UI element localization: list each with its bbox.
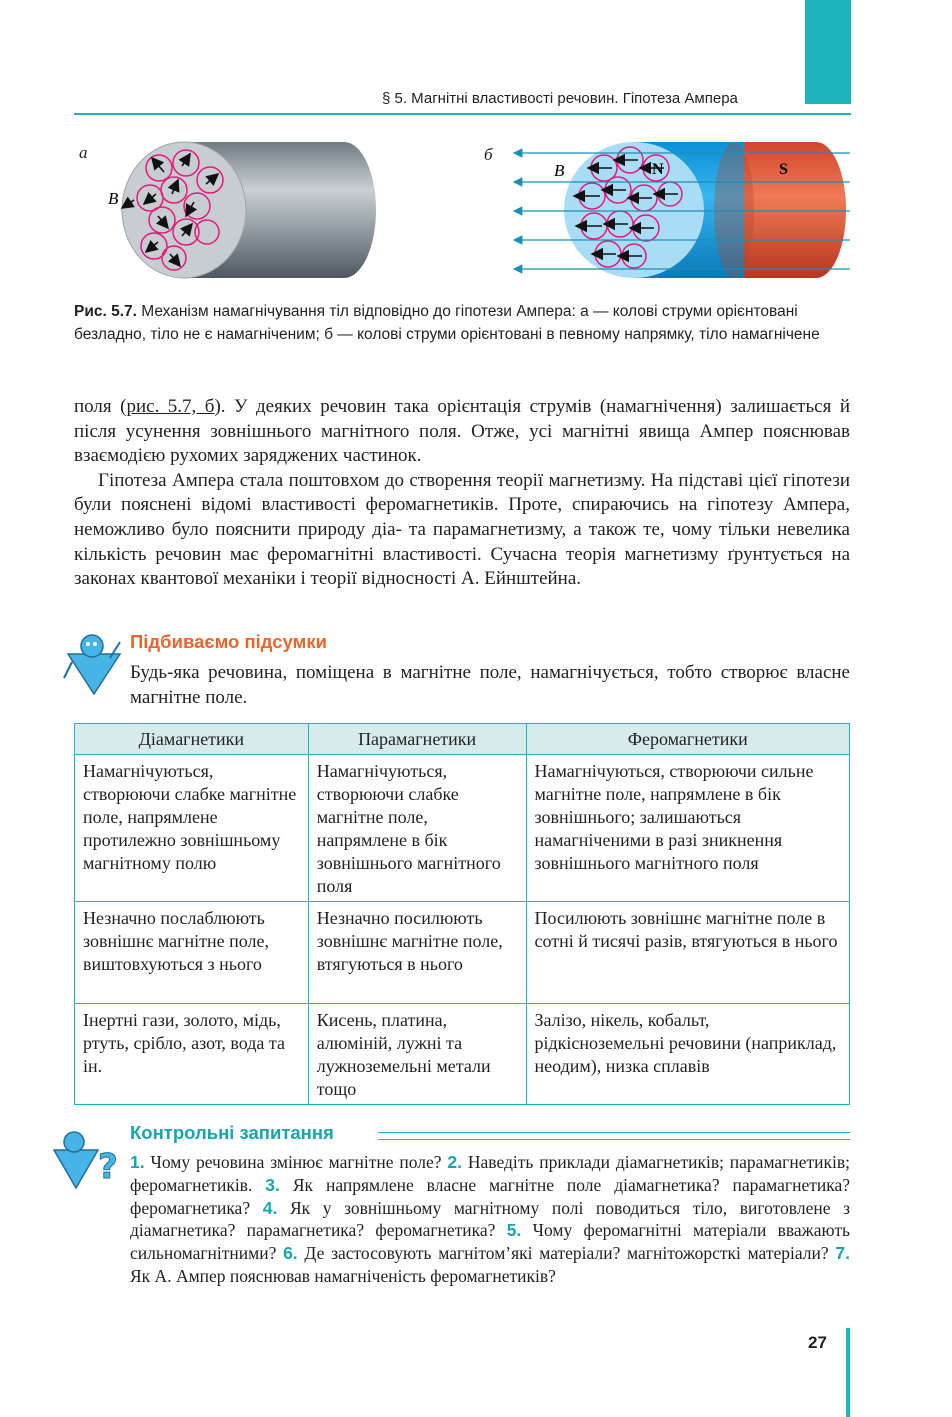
north-pole-label: N [652, 161, 664, 178]
summary-text: Будь-яка речовина, поміщена в магнітне поле, намагнічується, тобто створює власне магнітне поле. [130, 662, 850, 708]
question-text: Як у зовнішньому магнітному полі поводиться тіло, виготовлене з діамагнетика? парамагнетика? феромагнетика? [130, 1197, 851, 1241]
b-vector-label-b: B [554, 161, 565, 180]
mascot-icon [62, 632, 124, 698]
question-text: Чому речовина змінює магнітне поле? [144, 1152, 448, 1172]
figure-caption [74, 301, 854, 346]
unmagnetized-cylinder [122, 142, 376, 278]
b-vector-label-a: B [108, 189, 119, 208]
table-cell: Залізо, нікель, кобальт, рідкісноземельні речовини (наприклад, неодим), низка сплавів [526, 1004, 849, 1105]
question-number: 1. [130, 1152, 145, 1172]
question-number: 7. [835, 1243, 851, 1264]
figure-reference-link[interactable]: рис. 5.7, б [126, 396, 215, 417]
ampere-hypothesis-figure [74, 128, 854, 288]
figure-label-a: а [79, 143, 88, 162]
questions-list [130, 1151, 850, 1288]
header-accent-bar [805, 0, 851, 104]
questions-title: Контрольні запитання [130, 1122, 334, 1143]
table-header: Діамагнетики [75, 724, 309, 755]
question-number: 5. [506, 1220, 522, 1241]
summary-title: Підбиваємо підсумки [130, 631, 327, 652]
question-text: Наведіть приклади діамагнетиків; парамагнетиків; феромагнетиків. [130, 1152, 850, 1195]
table-cell: Незначно послаблюють зовнішнє магнітне поле, виштовхуються з нього [75, 902, 309, 1004]
table-cell: Намагнічуються, створюючи сильне магнітне поле, напрямлене в бік зовнішнього; залишаються намагніченими в разі зникнення зовнішнього магнітного поля [526, 755, 849, 902]
table-header-row [75, 724, 850, 755]
question-number: 4. [262, 1197, 278, 1218]
question-number: 6. [283, 1243, 298, 1264]
question-text: Чому феромагнітні матеріали вважають сильномагнітними? [130, 1220, 850, 1264]
table-header: Парамагнетики [308, 724, 526, 755]
table-row [75, 755, 850, 902]
running-title: § 5. Магнітні властивості речовин. Гіпотеза Ампера [382, 90, 738, 107]
header-rule [74, 113, 851, 115]
body-text [74, 395, 850, 592]
question-text: Як напрямлене власне магнітне поле діамагнетика? парамагнетика? феромагнетика? [130, 1174, 850, 1218]
table-header: Феромагнетики [526, 724, 849, 755]
magnetized-magnet [564, 142, 846, 278]
table-row [75, 902, 850, 1004]
figure-label-b: б [484, 145, 493, 164]
caption-number: Рис. 5.7. [74, 303, 137, 320]
svg-text:?: ? [98, 1147, 118, 1187]
magnetic-properties-table [74, 723, 850, 1105]
table-cell: Намагнічуються, створюючи слабке магнітне поле, напрямлене протилежно зовнішньому магнітному полю [75, 755, 309, 902]
questions-title-rule [378, 1132, 850, 1140]
table-cell: Інертні гази, золото, мідь, ртуть, срібло, азот, вода та ін. [75, 1004, 309, 1105]
caption-text: Механізм намагнічування тіл відповідно до гіпотези Ампера: а — колові струми орієнтовані безладно, тіло не є намагніченим; б — колові струми орієнтовані в певному напрямку, тіло намагнічене [74, 303, 820, 343]
table-cell: Намагнічуються, створюючи слабке магнітне поле, напрямлене в бік зовнішнього магнітного поля [308, 755, 526, 902]
page-number-bar [846, 1328, 850, 1417]
question-number: 3. [265, 1174, 280, 1195]
page-number: 27 [808, 1333, 827, 1352]
paragraph-2: Гіпотеза Ампера стала поштовхом до створення теорії магнетизму. На підставі цієї гіпотези були пояснені відомі властивості феромагнетиків. Проте, спираючись на гіпотезу Ампера, неможливо було пояснити природу діа- та парамагнетизму, а також те, чому тільки невелика кількість речовин має феромагнітні властивості. Сучасна теорія магнетизму ґрунтується на законах квантової механіки і теорії відносності А. Ейнштейна. [74, 469, 850, 590]
table-cell: Посилюють зовнішнє магнітне поле в сотні й тисячі разів, втягуються в нього [526, 902, 849, 1004]
south-pole-label: S [779, 161, 788, 178]
table-cell: Незначно посилюють зовнішнє магнітне поле, втягуються в нього [308, 902, 526, 1004]
table-row [75, 1004, 850, 1105]
paragraph-1-start: поля ( [74, 396, 127, 417]
question-mascot-icon [50, 1128, 124, 1192]
table-cell: Кисень, платина, алюміній, лужні та лужноземельні метали тощо [308, 1004, 526, 1105]
question-text: Де застосовують магнітом’які матеріали? магнітожорсткі матеріали? [297, 1243, 836, 1264]
paragraph-1-end: ). У деяких речовин така орієнтація струмів (намагнічення) залишається й після усунення зовнішнього магнітного поля. Отже, усі магнітні явища Ампер пояснював взаємодією рухомих заряджених частинок. [74, 396, 850, 467]
question-number: 2. [447, 1152, 463, 1172]
question-text: Як А. Ампер пояснював намагніченість феромагнетиків? [130, 1265, 556, 1286]
